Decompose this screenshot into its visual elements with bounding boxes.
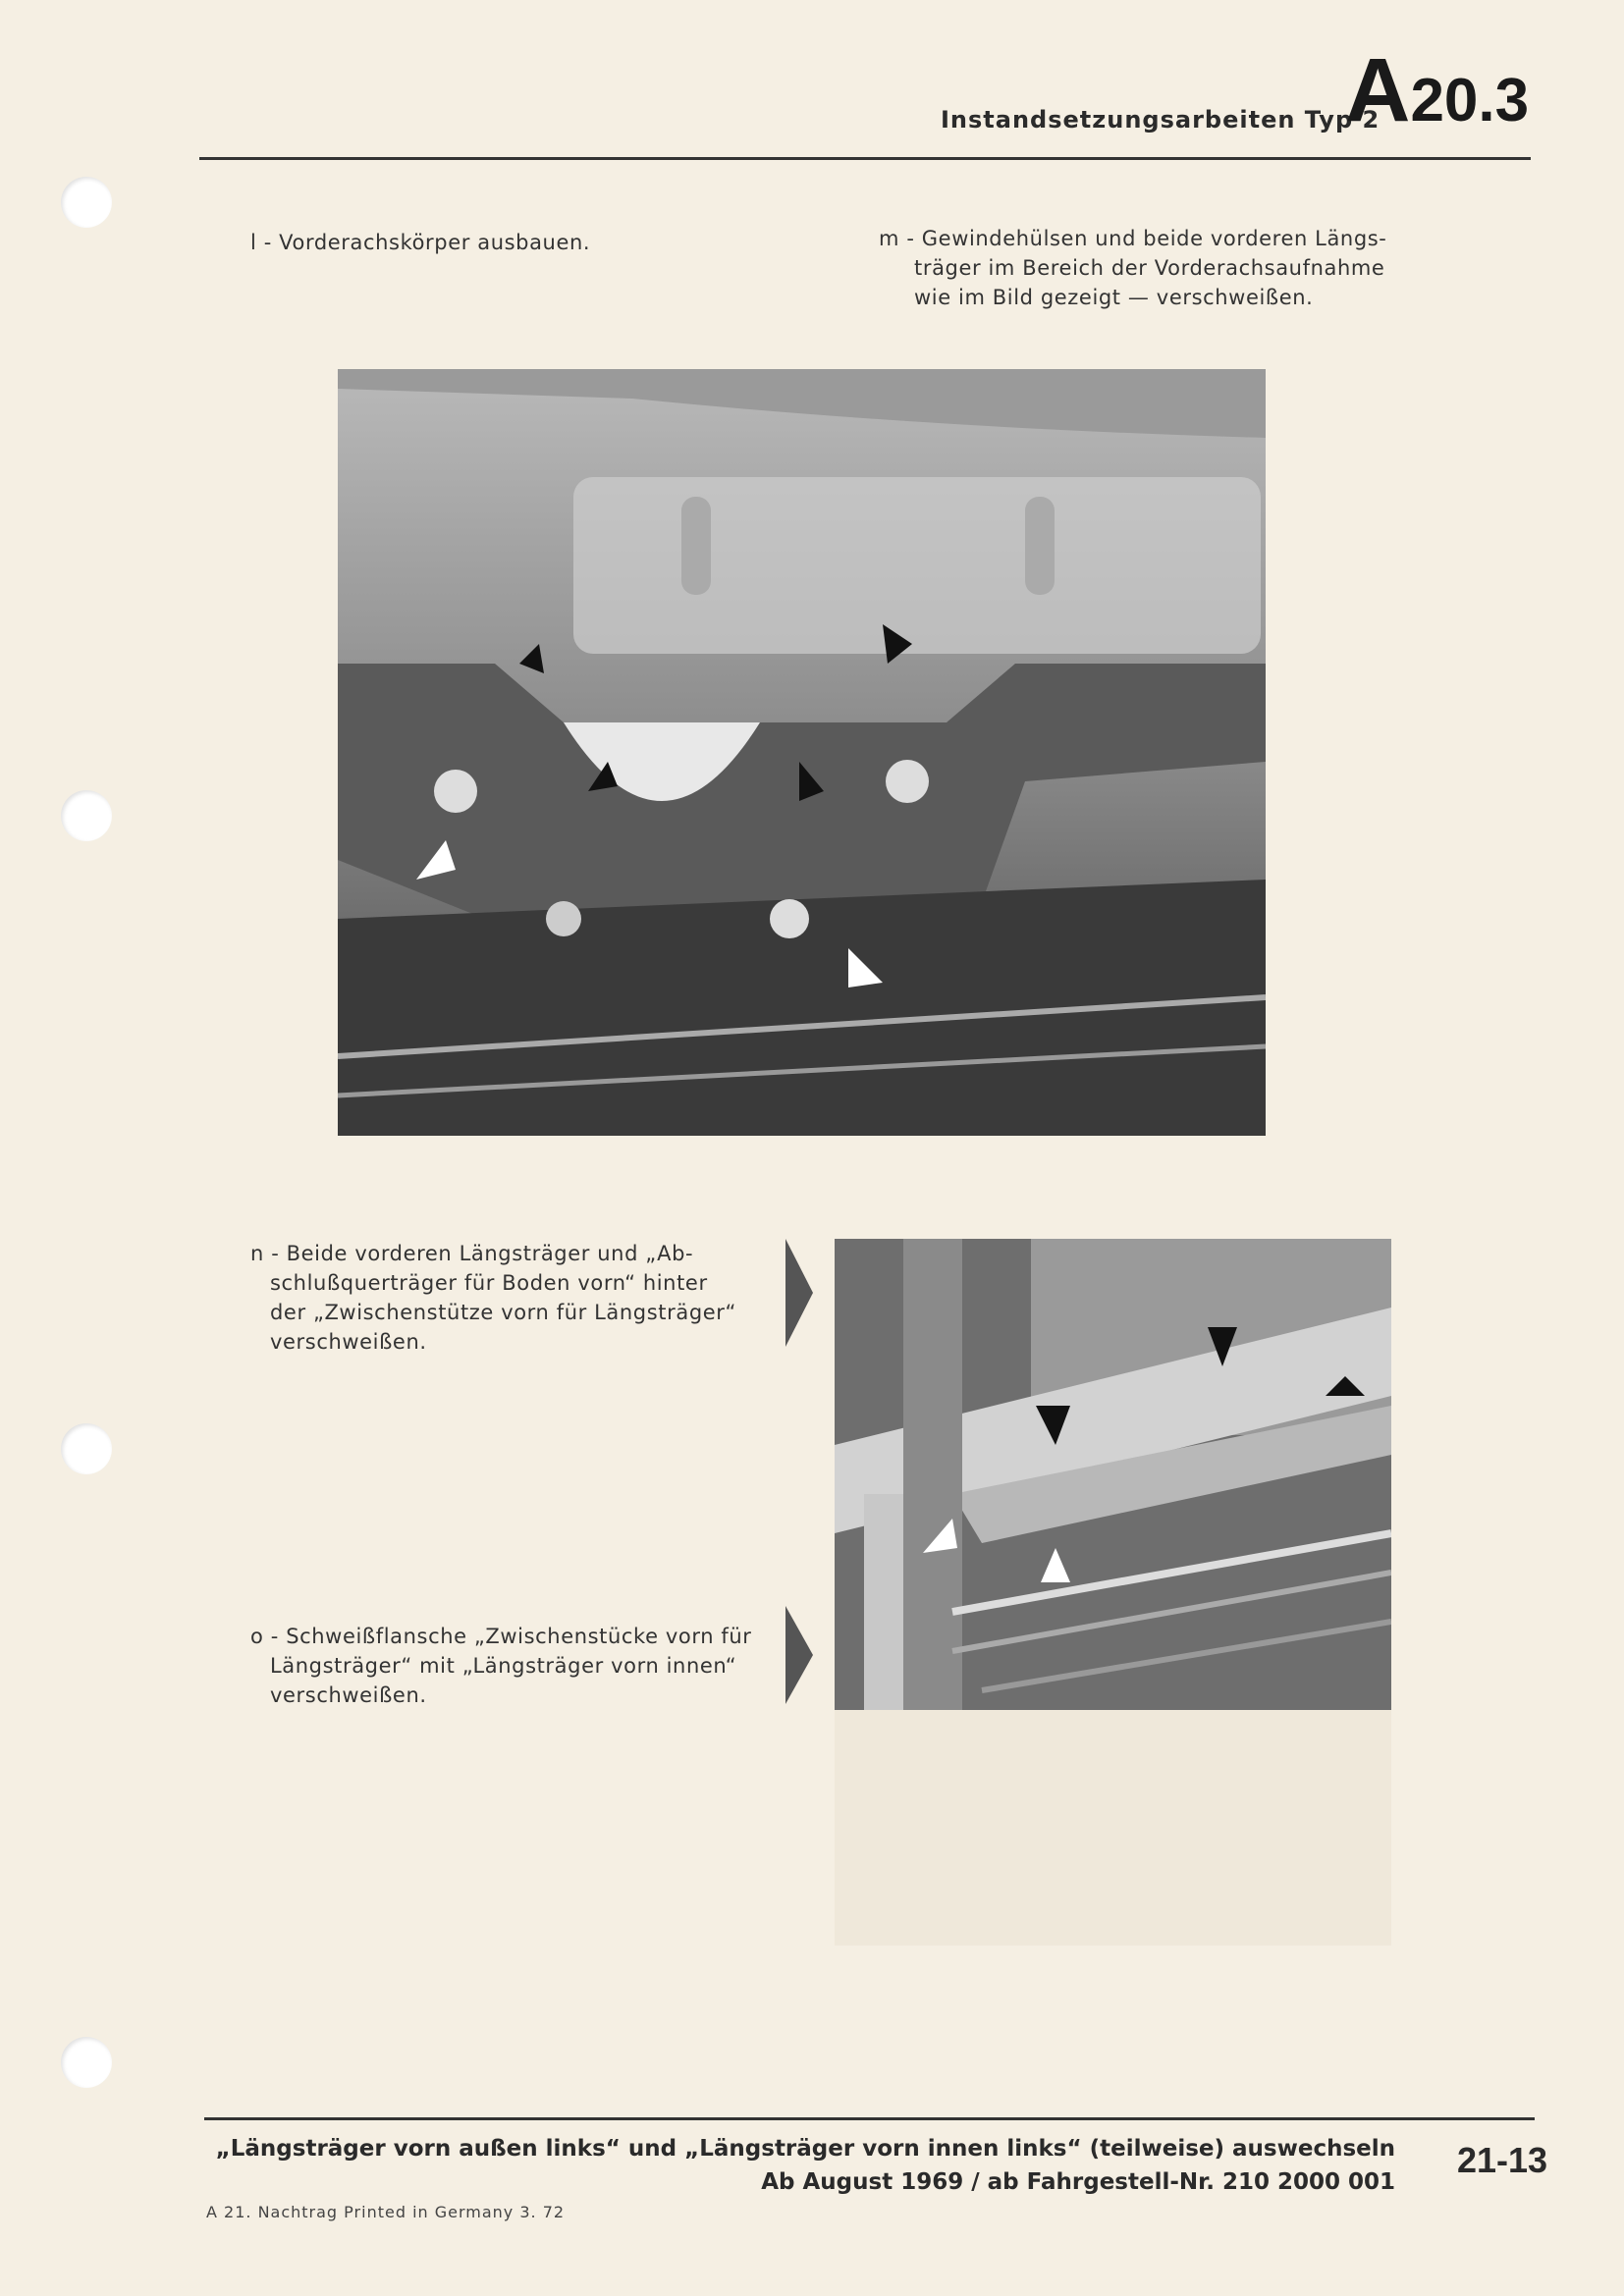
step-o-line-1: Schweißflansche „Zwischenstücke vorn für: [286, 1625, 752, 1648]
photo-front-axle-mount: [338, 369, 1266, 1136]
section-code: [1345, 41, 1529, 139]
photo-shadow-area: [835, 1710, 1391, 1946]
punch-hole-1: [61, 177, 112, 228]
footer-title-line-2: Ab August 1969 / ab Fahrgestell-Nr. 210 2000 001: [761, 2169, 1395, 2195]
header-rule: [199, 157, 1531, 160]
footer-title: [216, 2132, 1395, 2199]
step-n-line-1: Beide vorderen Längsträger und „Ab-: [286, 1242, 694, 1265]
step-m-line-1: Gewindehülsen und beide vorderen Längs-: [921, 227, 1387, 250]
section-letter: A: [1345, 40, 1411, 140]
step-m-line-2: träger im Bereich der Vorderachsaufnahme: [914, 256, 1385, 280]
arrow-pointer-icon-o: [785, 1606, 813, 1704]
arrow-pointer-icon-n: [785, 1239, 813, 1347]
page-number: 21-13: [1457, 2140, 1548, 2180]
footer-title-line-1: „Längsträger vorn außen links“ und „Längsträger vorn innen links“ (teilweise) auswechseln: [215, 2136, 1395, 2162]
step-o: o - Schweißflansche „Zwischenstücke vorn für Längsträger“ mit „Längsträger vorn innen“ verschweißen.: [250, 1622, 771, 1710]
step-n-line-3: der „Zwischenstütze vorn für Längsträger“: [270, 1301, 736, 1324]
step-l-letter: l: [250, 231, 257, 254]
step-n-line-4: verschweißen.: [270, 1330, 427, 1354]
photo-longitudinal-members-art: [835, 1239, 1391, 1710]
step-n: n - Beide vorderen Längsträger und „Ab- schlußquerträger für Boden vorn“ hinter der „Zwischenstütze vorn für Längsträger“ verschweißen.: [250, 1239, 771, 1357]
step-m-line-3: wie im Bild gezeigt — verschweißen.: [914, 286, 1314, 309]
section-number: 20.3: [1410, 67, 1530, 134]
punch-hole-4: [61, 2037, 112, 2088]
step-o-letter: o: [250, 1625, 264, 1648]
step-o-line-2: Längsträger“ mit „Längsträger vorn innen“: [270, 1654, 737, 1678]
punch-hole-2: [61, 790, 112, 841]
header-title: Instandsetzungsarbeiten Typ 2: [941, 106, 1380, 133]
step-o-line-3: verschweißen.: [270, 1683, 427, 1707]
print-note: A 21. Nachtrag Printed in Germany 3. 72: [206, 2203, 566, 2221]
step-m-letter: m: [879, 227, 900, 250]
step-n-letter: n: [250, 1242, 264, 1265]
footer-rule: [204, 2117, 1535, 2120]
step-m: m - Gewindehülsen und beide vorderen Längs- träger im Bereich der Vorderachsaufnahme wie im Bild gezeigt — verschweißen.: [879, 224, 1389, 312]
photo-front-axle-mount-art: [338, 369, 1266, 1136]
step-l: l - Vorderachskörper ausbauen.: [250, 231, 591, 254]
photo-longitudinal-members: [835, 1239, 1391, 1710]
step-l-text: Vorderachskörper ausbauen.: [279, 231, 591, 254]
punch-hole-3: [61, 1423, 112, 1474]
step-n-line-2: schlußquerträger für Boden vorn“ hinter: [270, 1271, 708, 1295]
